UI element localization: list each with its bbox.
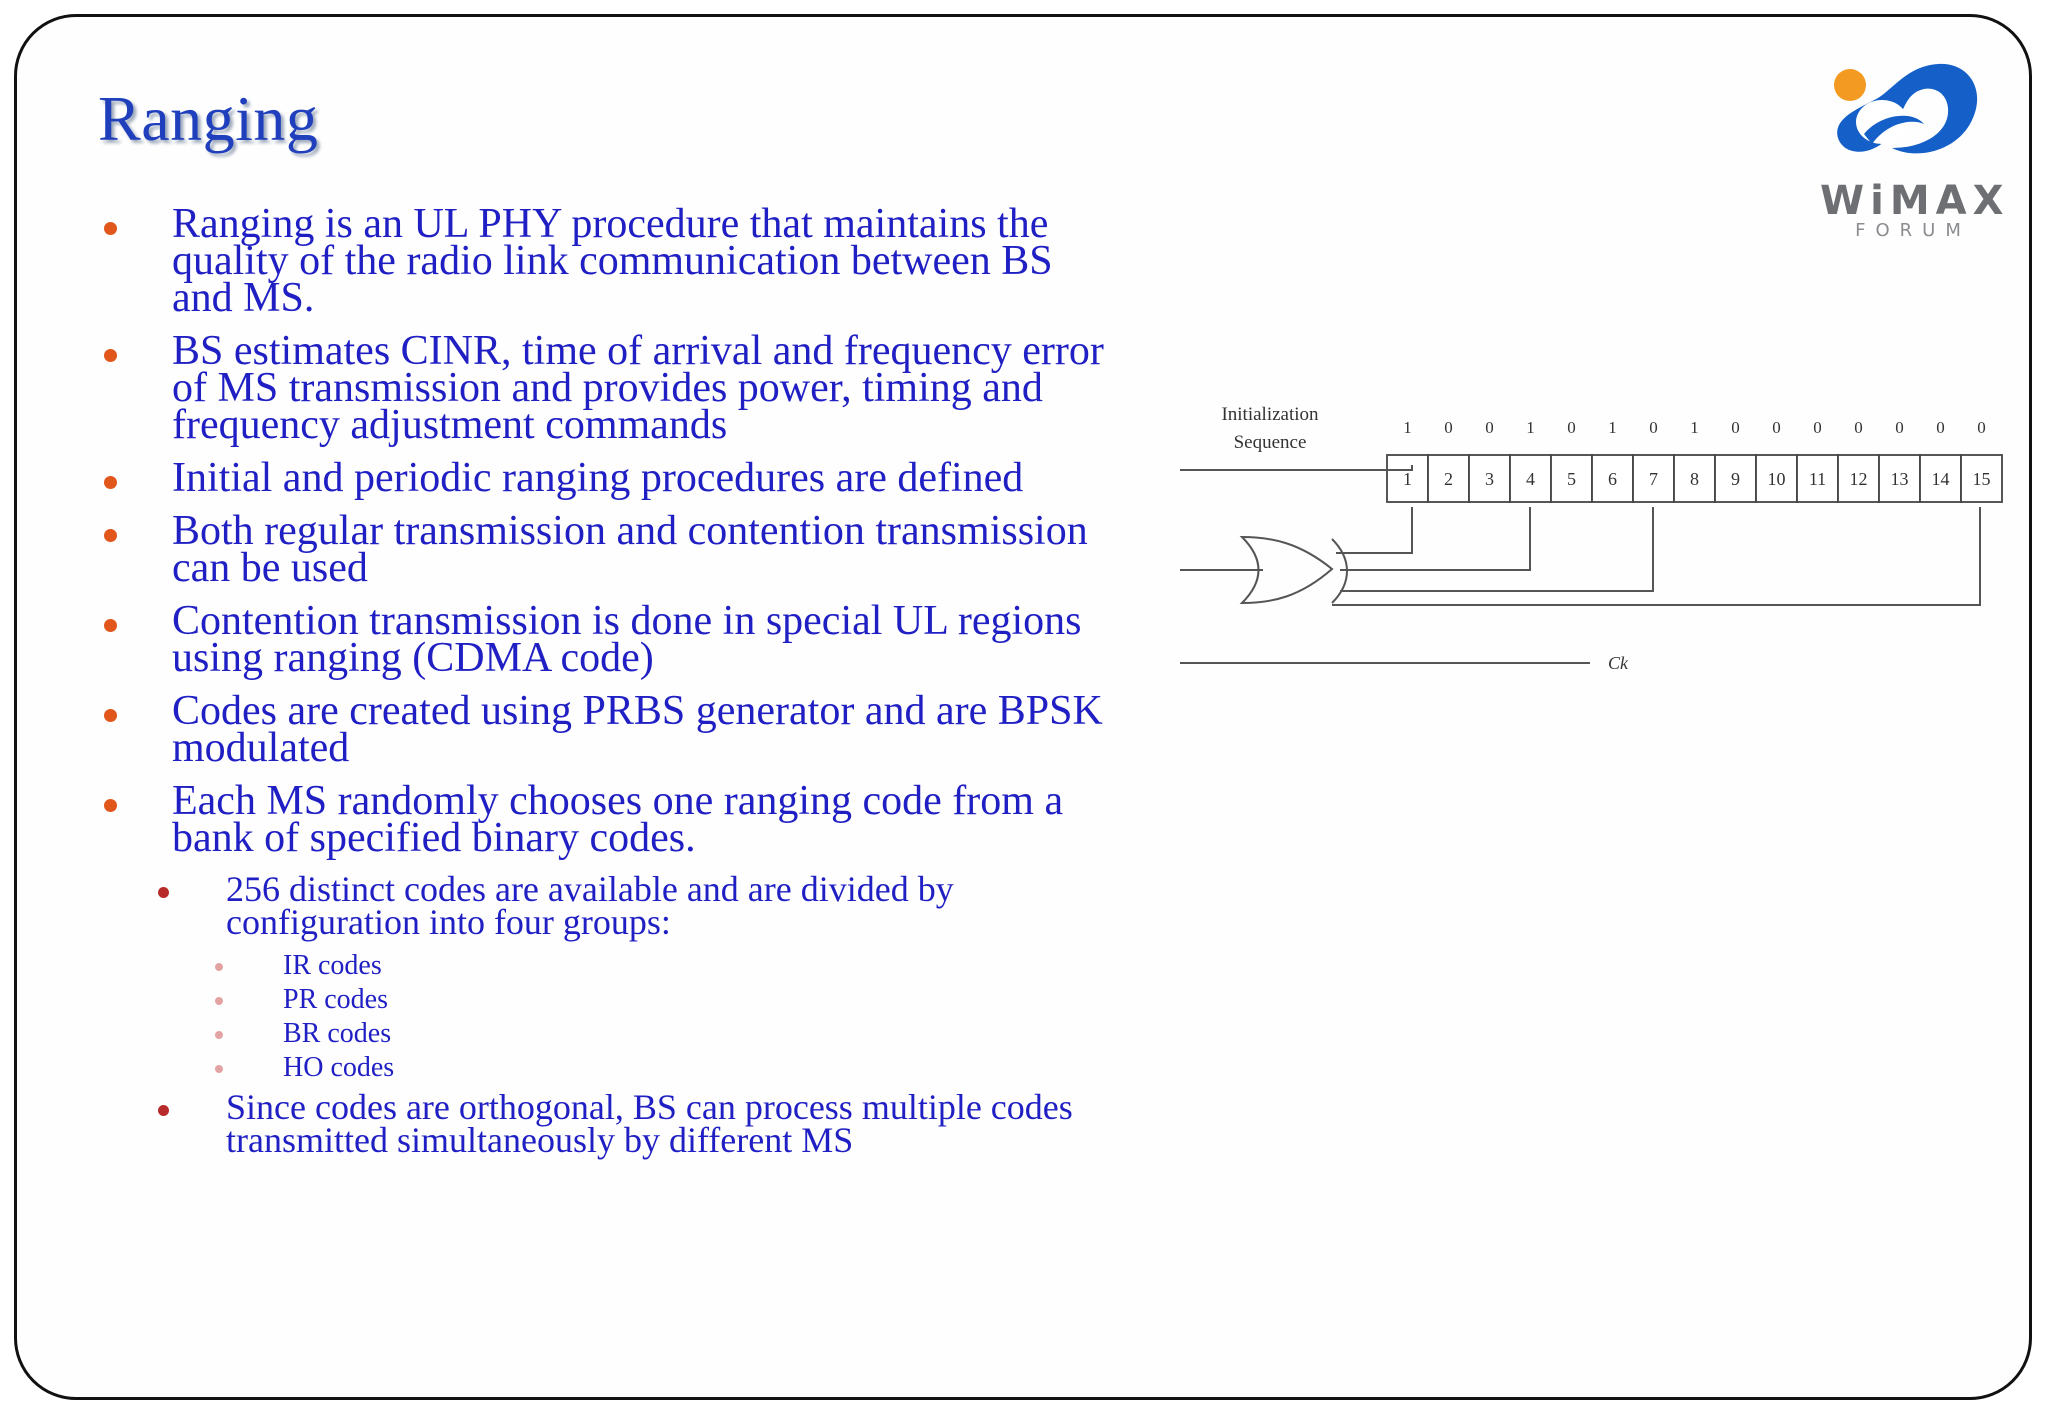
bullet-item <box>100 201 1110 321</box>
init-bit: 0 <box>1567 418 1576 437</box>
code-group-item <box>100 1051 1110 1085</box>
bullet-text: Each MS randomly chooses one ranging code from a bank of specified binary codes. <box>172 778 1064 861</box>
register-cell-label: 15 <box>1972 469 1991 489</box>
init-bits <box>1403 418 1986 437</box>
bullet-item <box>100 508 1110 591</box>
bullet-text: Initial and periodic ranging procedures are defined <box>172 455 1024 501</box>
sub-bullet-item <box>100 869 1110 942</box>
code-group-item <box>100 983 1110 1017</box>
register-cell-label: 14 <box>1931 469 1950 489</box>
init-label-2: Sequence <box>1233 432 1307 453</box>
code-dot-icon <box>215 1065 223 1073</box>
init-bit: 0 <box>1772 418 1781 437</box>
init-bit: 0 <box>1649 418 1658 437</box>
bullet-text: Ranging is an UL PHY procedure that maintains the quality of the radio link communication between BS and MS. <box>172 201 1053 321</box>
bullet-text: BS estimates CINR, time of arrival and frequency error of MS transmission and provides power, timing and frequency adjustment commands <box>172 328 1104 448</box>
register-cell-label: 13 <box>1890 469 1909 489</box>
bullet-item <box>100 598 1110 681</box>
output-label: Ck <box>1608 653 1628 673</box>
bullet-item <box>100 455 1110 501</box>
code-group-list <box>100 949 1110 1085</box>
bullet-text: Contention transmission is done in special UL regions using ranging (CDMA code) <box>172 598 1082 681</box>
prbs-diagram <box>1180 395 2010 695</box>
register-cell-label: 12 <box>1849 469 1868 489</box>
bullet-list <box>100 201 1110 1169</box>
logo-wordmark: WiMAX <box>1820 178 2010 224</box>
slide-title: Ranging <box>98 83 319 154</box>
code-group-text: HO codes <box>283 1052 395 1083</box>
code-group-text: IR codes <box>283 950 382 981</box>
init-label-1: Initialization <box>1221 404 1319 425</box>
code-dot-icon <box>215 997 223 1005</box>
code-group-text: BR codes <box>283 1018 392 1049</box>
bullet-dot-icon <box>104 222 117 235</box>
register-cell-label: 3 <box>1485 469 1494 489</box>
logo-subtext: FORUM <box>1855 220 1971 241</box>
sub-bullet-dot-icon <box>158 887 169 898</box>
register-cell-label: 7 <box>1649 469 1658 489</box>
bullet-dot-icon <box>104 619 117 632</box>
init-bit: 1 <box>1403 418 1412 437</box>
code-group-text: PR codes <box>283 984 388 1015</box>
init-bit: 0 <box>1731 418 1740 437</box>
bullet-text: Codes are created using PRBS generator and are BPSK modulated <box>172 688 1103 771</box>
bullet-item <box>100 778 1110 861</box>
tap-7-wire <box>1340 507 1653 591</box>
init-bit: 1 <box>1526 418 1535 437</box>
bullet-dot-icon <box>104 709 117 722</box>
init-bit: 0 <box>1977 418 1986 437</box>
init-bit: 0 <box>1895 418 1904 437</box>
register-cell-label: 10 <box>1767 469 1786 489</box>
code-group-item <box>100 949 1110 983</box>
wimax-logo-icon <box>1820 52 2006 182</box>
sub-bullet-text: 256 distinct codes are available and are divided by configuration into four groups: <box>226 869 954 942</box>
bullet-dot-icon <box>104 529 117 542</box>
init-bit: 0 <box>1813 418 1822 437</box>
shift-register <box>1387 455 2002 502</box>
bullet-dot-icon <box>104 476 117 489</box>
register-cell-label: 6 <box>1608 469 1617 489</box>
code-dot-icon <box>215 963 223 971</box>
tap-4-wire <box>1340 507 1530 570</box>
bullet-item <box>100 688 1110 771</box>
prbs-generator-diagram <box>1180 395 2010 695</box>
register-cell-label: 1 <box>1403 469 1412 489</box>
sub-bullet-text: Since codes are orthogonal, BS can process multiple codes transmitted simultaneously by different MS <box>226 1087 1073 1160</box>
init-bit: 0 <box>1854 418 1863 437</box>
code-group-item <box>100 1017 1110 1051</box>
init-bit: 1 <box>1690 418 1699 437</box>
register-cell-label: 5 <box>1567 469 1576 489</box>
init-bit: 0 <box>1485 418 1494 437</box>
init-bit: 1 <box>1608 418 1617 437</box>
sub-bullet-dot-icon <box>158 1105 169 1116</box>
tap-1-wire <box>1336 507 1412 553</box>
register-cell-label: 2 <box>1444 469 1453 489</box>
feedback-in-wire <box>1180 465 1412 570</box>
bullet-item <box>100 328 1110 448</box>
code-dot-icon <box>215 1031 223 1039</box>
wimax-logo <box>1820 52 2010 252</box>
sub-bullet-item <box>100 1087 1110 1160</box>
register-cell-label: 11 <box>1808 469 1827 489</box>
bullet-text: Both regular transmission and contention transmission can be used <box>172 508 1088 591</box>
output-wire <box>1180 570 1590 663</box>
bullet-dot-icon <box>104 349 117 362</box>
register-cell-label: 9 <box>1731 469 1740 489</box>
init-bit: 0 <box>1444 418 1453 437</box>
bullet-dot-icon <box>104 799 117 812</box>
register-cell-label: 4 <box>1526 469 1535 489</box>
register-cell-label: 8 <box>1690 469 1699 489</box>
init-bit: 0 <box>1936 418 1945 437</box>
